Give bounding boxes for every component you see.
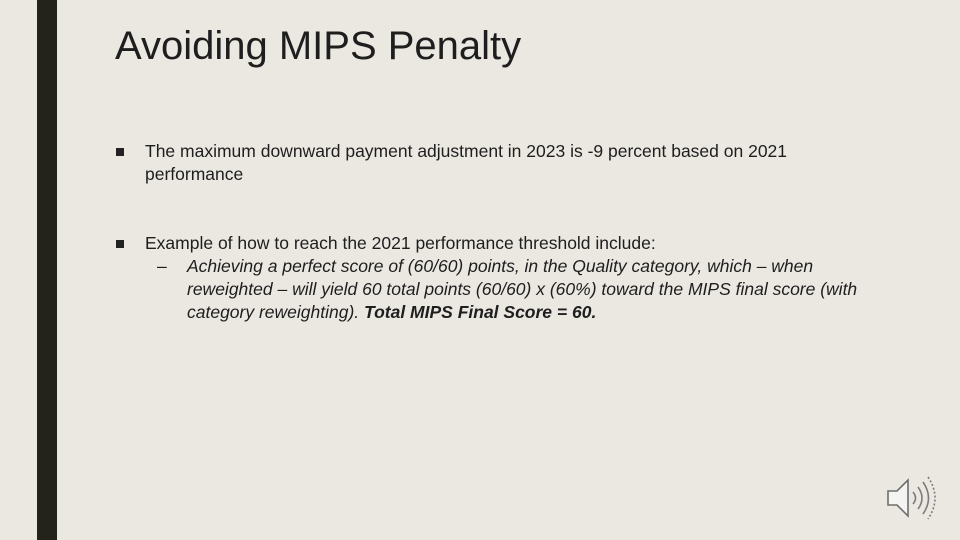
speaker-audio-icon[interactable]	[884, 472, 942, 524]
square-bullet-icon	[116, 148, 124, 156]
bullet-item	[115, 232, 875, 324]
slide-title: Avoiding MIPS Penalty	[115, 24, 522, 68]
sub-bullet-bold-text: Total MIPS Final Score = 60.	[364, 302, 597, 322]
dash-bullet-icon: –	[157, 256, 167, 276]
bullet-text: Example of how to reach the 2021 performance threshold include:	[145, 233, 656, 253]
bullet-text: The maximum downward payment adjustment in 2023 is -9 percent based on 2021 performance	[145, 141, 788, 184]
bullet-item	[115, 140, 875, 186]
left-accent-bar	[37, 0, 57, 540]
sub-bullet-text: Achieving a perfect score of (60/60) points, in the Quality category, which – when reweighted – will yield 60 total points (60/60) x (60%) toward the MIPS final score (with category reweighting).	[187, 256, 858, 322]
bullet-list	[115, 140, 875, 324]
sub-bullet-item	[145, 255, 875, 324]
square-bullet-icon	[116, 240, 124, 248]
